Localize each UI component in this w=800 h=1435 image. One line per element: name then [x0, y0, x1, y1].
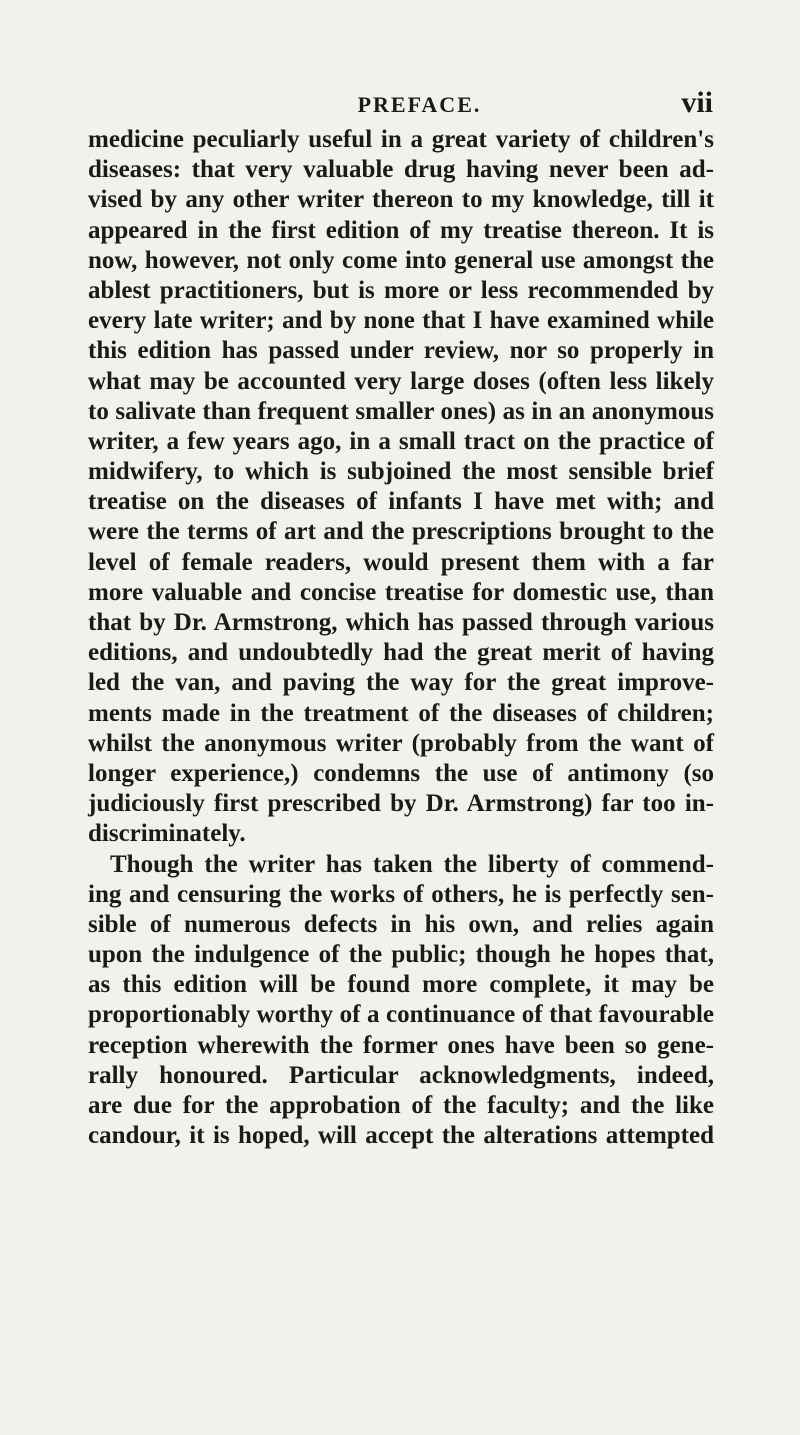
text-line: more valuable and concise treatise for domestic use, than: [88, 578, 714, 606]
running-head: [90, 86, 713, 122]
text-line: writer, a few years ago, in a small tract on the practice of: [88, 427, 714, 455]
text-line: are due for the approbation of the faculty; and the like: [88, 1092, 714, 1119]
text-line: treatise on the diseases of infants I have met with; and: [88, 488, 714, 516]
text-line: judiciously first prescribed by Dr. Armstrong) far too in-: [88, 790, 714, 818]
text-line: were the terms of art and the prescriptions brought to the: [88, 518, 714, 546]
text-line: appeared in the first edition of my treatise thereon. It is: [88, 216, 714, 244]
text-line: that by Dr. Armstrong, which has passed through various: [88, 609, 714, 636]
text-line: ments made in the treatment of the diseases of children;: [88, 699, 714, 727]
text-line: upon the indulgence of the public; though he hopes that,: [88, 941, 714, 969]
text-line: diseases: that very valuable drug having never been ad-: [88, 156, 714, 184]
text-line: ablest practitioners, but is more or less recommended by: [88, 276, 714, 304]
paragraph-end-line: discriminately.: [88, 820, 246, 848]
text-line: sible of numerous defects in his own, and relies again: [88, 910, 714, 938]
page-number: vii: [681, 86, 713, 119]
text-line: whilst the anonymous writer (probably from the want of: [88, 729, 714, 757]
text-line: vised by any other writer thereon to my knowledge, till it: [88, 186, 714, 214]
text-line: this edition has passed under review, nor so properly in: [88, 337, 714, 365]
text-line: reception wherewith the former ones have been so gene-: [88, 1031, 714, 1059]
text-line: what may be accounted very large doses (often less likely: [88, 367, 714, 395]
body-text: [88, 125, 714, 1151]
text-line: longer experience,) condemns the use of antimony (so: [88, 759, 714, 787]
text-line: editions, and undoubtedly had the great merit of having: [88, 639, 714, 667]
text-line: as this edition will be found more complete, it may be: [88, 971, 714, 999]
text-line: every late writer; and by none that I have examined while: [88, 307, 714, 335]
text-line: level of female readers, would present them with a far: [88, 548, 714, 576]
text-line: medicine peculiarly useful in a great variety of children's: [88, 126, 714, 153]
text-line: candour, it is hoped, will accept the alterations attempted: [88, 1122, 714, 1150]
text-line: led the van, and paving the way for the great improve-: [88, 669, 714, 697]
text-line: proportionably worthy of a continuance of that favourable: [88, 1001, 714, 1029]
text-line: ing and censuring the works of others, he is perfectly sen-: [88, 880, 714, 908]
paragraph-start-line: Though the writer has taken the liberty of commend-: [110, 850, 714, 878]
text-line: to salivate than frequent smaller ones) as in an anonymous: [88, 397, 714, 425]
text-line: rally honoured. Particular acknowledgments, indeed,: [88, 1061, 714, 1089]
text-line: now, however, not only come into general use amongst the: [88, 246, 714, 274]
running-title: PREFACE.: [357, 92, 482, 117]
text-line: midwifery, to which is subjoined the most sensible brief: [88, 458, 714, 486]
